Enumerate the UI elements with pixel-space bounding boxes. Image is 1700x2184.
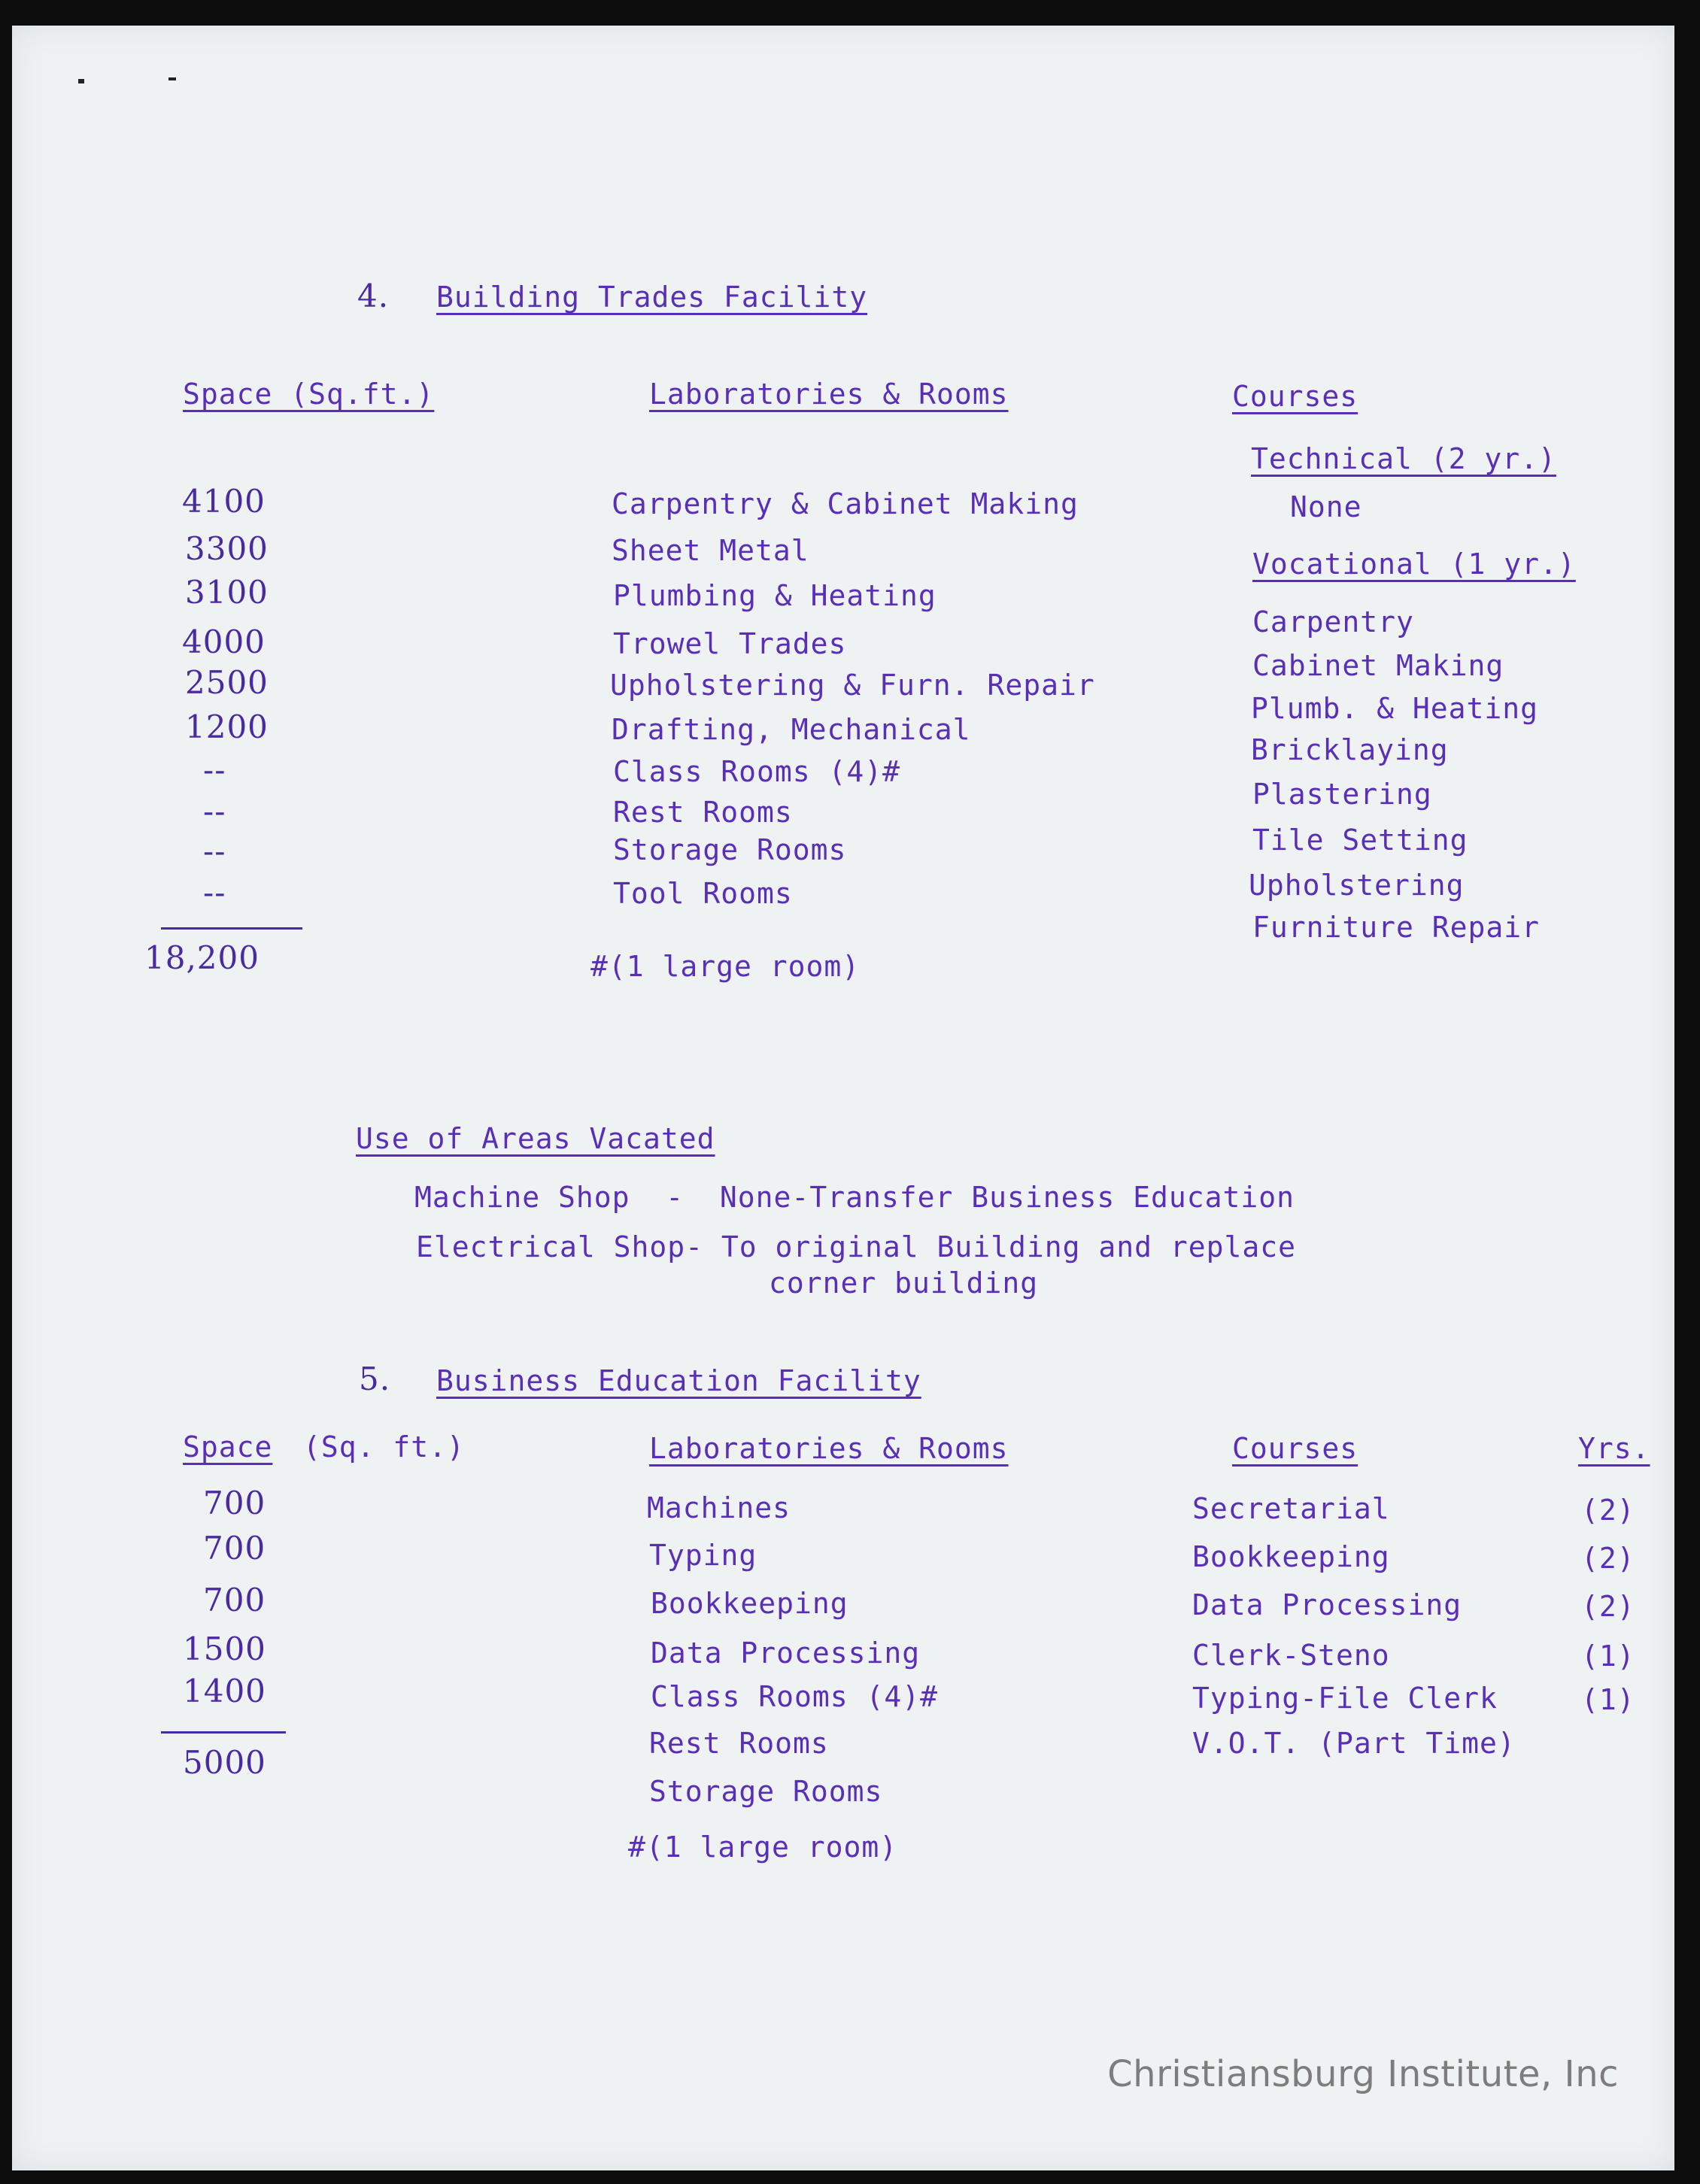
section4-vocational-course: Cabinet Making (1252, 649, 1504, 682)
section5-years: (2) (1581, 1494, 1635, 1527)
section5-lab: Storage Rooms (649, 1775, 883, 1808)
speck (168, 77, 176, 80)
section5-footnote: #(1 large room) (628, 1831, 898, 1864)
vacated-line: corner building (769, 1266, 1039, 1300)
section4-lab: Drafting, Mechanical (612, 713, 971, 746)
section5-years: (1) (1581, 1640, 1635, 1673)
section5-space: 700 (203, 1530, 266, 1567)
section5-lab: Bookkeeping (651, 1587, 848, 1620)
vacated-line: Electrical Shop- To original Building and replace (416, 1230, 1297, 1263)
section5-lab: Data Processing (651, 1636, 921, 1670)
section4-number: 4. (357, 278, 390, 314)
section4-vocational-course: Plastering (1252, 778, 1432, 811)
section5-space-header: Space (183, 1430, 273, 1464)
section4-lab: Class Rooms (4)# (613, 755, 901, 788)
section5-space-units: (Sq. ft.) (303, 1430, 465, 1464)
section5-years: (2) (1581, 1590, 1635, 1623)
section5-space: 700 (203, 1485, 266, 1521)
watermark: Christiansburg Institute, Inc (1107, 2053, 1619, 2095)
section4-space: 4100 (182, 483, 266, 520)
section5-yrs-header: Yrs. (1578, 1432, 1650, 1465)
section4-courses-header: Courses (1232, 380, 1358, 413)
section4-lab: Tool Rooms (613, 877, 793, 910)
section5-number: 5. (359, 1360, 391, 1397)
section4-lab: Sheet Metal (612, 534, 809, 567)
speck (78, 79, 84, 83)
section5-course: Clerk-Steno (1192, 1639, 1390, 1672)
vacated-line: Machine Shop - None-Transfer Business Education (414, 1181, 1295, 1214)
section4-technical-heading: Technical (2 yr.) (1251, 442, 1556, 475)
section4-space: -- (203, 874, 226, 911)
section4-lab: Plumbing & Heating (613, 579, 937, 612)
section5-courses-header: Courses (1232, 1432, 1358, 1465)
section5-course: V.O.T. (Part Time) (1192, 1727, 1516, 1760)
section4-technical-course: None (1290, 490, 1362, 523)
section4-vocational-course: Carpentry (1252, 605, 1414, 639)
section4-total: 18,200 (144, 939, 260, 976)
section4-vocational-course: Furniture Repair (1252, 911, 1541, 944)
section4-vocational-heading: Vocational (1 yr.) (1252, 548, 1576, 581)
section4-labs-header: Laboratories & Rooms (649, 378, 1009, 411)
section4-space-header: Space (Sq.ft.) (183, 378, 435, 411)
section5-lab: Rest Rooms (649, 1727, 829, 1760)
section5-total-rule (161, 1731, 286, 1734)
section4-lab: Rest Rooms (613, 796, 793, 829)
section5-lab: Class Rooms (4)# (651, 1680, 939, 1713)
section4-lab: Storage Rooms (613, 833, 847, 866)
section4-vocational-course: Bricklaying (1251, 733, 1449, 766)
section5-course: Bookkeeping (1192, 1540, 1390, 1573)
section4-footnote: #(1 large room) (590, 950, 861, 983)
section4-lab: Carpentry & Cabinet Making (612, 487, 1079, 520)
section5-total: 5000 (183, 1744, 266, 1781)
section4-space: 1200 (185, 708, 269, 745)
section5-lab: Machines (647, 1491, 791, 1524)
section4-space: 2500 (185, 664, 269, 701)
vacated-title: Use of Areas Vacated (356, 1122, 715, 1155)
section4-vocational-course: Upholstering (1249, 869, 1465, 902)
section4-space: 4000 (182, 623, 266, 660)
section4-space: 3100 (185, 574, 269, 611)
section4-space: 3300 (185, 530, 269, 567)
section4-title: Building Trades Facility (436, 281, 868, 314)
section5-lab: Typing (649, 1539, 757, 1572)
section4-space: -- (203, 833, 226, 869)
section4-space: -- (203, 793, 226, 830)
section5-space: 1400 (183, 1673, 266, 1709)
section5-course: Secretarial (1192, 1492, 1390, 1525)
section5-title: Business Education Facility (436, 1364, 921, 1397)
section5-course: Typing-File Clerk (1192, 1682, 1498, 1715)
section5-space: 1500 (183, 1630, 266, 1667)
section5-years: (1) (1581, 1683, 1635, 1716)
section5-labs-header: Laboratories & Rooms (649, 1432, 1009, 1465)
section5-years: (2) (1581, 1542, 1635, 1575)
section4-total-rule (161, 927, 302, 930)
section4-lab: Trowel Trades (613, 627, 847, 660)
section5-space: 700 (203, 1582, 266, 1618)
section4-space: -- (203, 751, 226, 788)
section4-vocational-course: Tile Setting (1252, 824, 1468, 857)
section4-vocational-course: Plumb. & Heating (1251, 692, 1539, 725)
section4-lab: Upholstering & Furn. Repair (610, 669, 1095, 702)
section5-course: Data Processing (1192, 1588, 1462, 1621)
